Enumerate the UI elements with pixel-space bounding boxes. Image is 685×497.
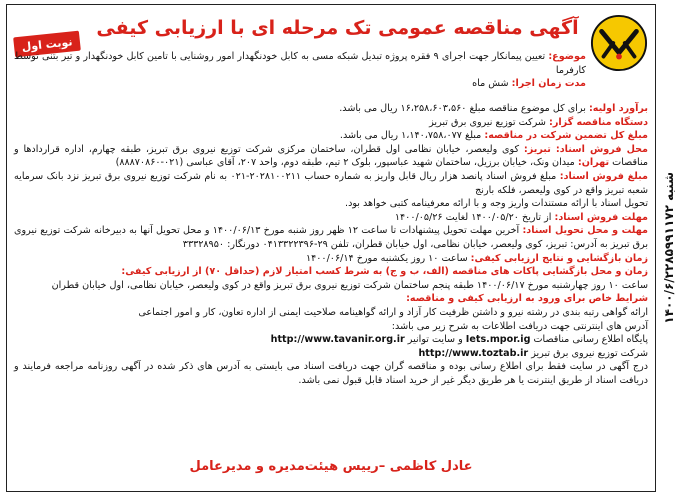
estimate-row <box>14 102 648 116</box>
sale-amount-text: مبلغ فروش اسناد پانصد هزار ریال قابل واریز به شماره حساب ۲۰۲۸۱۰۰۲۱۱-۰۲۱ به نام شرکت توزیع نیروی برق تبریز نزد بانک سرمایه شعبه تبریز واقع در کوی ولیعصر، فلکه بارنج <box>14 170 648 196</box>
delivery-label: مهلت و محل تحویل اسناد: <box>522 225 648 237</box>
body-block <box>14 102 648 387</box>
sale-place-text: کوی ولیعصر، خیابان نظامی اول قطران، ساختمان مرکزی شرکت توزیع نیروی برق تبریز، طبقه چهارم، اداره قراردادها و مناقصات <box>14 143 648 169</box>
toztab-link[interactable]: http://www.toztab.ir <box>418 347 529 359</box>
sale-deadline-label: مهلت فروش اسناد: <box>554 211 648 223</box>
sale-deadline-text: از تاریخ ۱۴۰۰/۰۵/۲۰ لغایت ۱۴۰۰/۰۵/۲۶ <box>394 211 552 223</box>
portal-row <box>14 333 648 347</box>
topic-row <box>14 50 586 77</box>
topic-label: موضوع: <box>548 51 586 62</box>
company-label: شرکت توزیع نیروی برق تبریز <box>531 347 648 359</box>
company-row <box>14 347 648 361</box>
tavanir-link[interactable]: http://www.tavanir.org.ir <box>270 334 405 346</box>
sale-amount-row <box>14 170 648 197</box>
sale-note-row <box>14 197 648 211</box>
tehran-label: تهران: <box>577 157 610 169</box>
quality-open-text: ساعت ۱۰ روز یکشنبه مورخ ۱۴۰۰/۰۶/۱۴ <box>305 252 468 264</box>
quality-open-row <box>14 252 648 266</box>
duration-text: شش ماه <box>472 78 509 90</box>
portal-link[interactable]: Iets.mpor.ig <box>465 334 531 346</box>
guarantee-row <box>14 129 648 143</box>
quality-open-label: زمان بازگشایی و نتایج ارزیابی کیفی: <box>470 252 648 264</box>
round-badge: نوبت اول <box>13 31 81 58</box>
final-note: درج آگهی در سایت فقط برای اطلاع رسانی بوده و مناقصه گران جهت دریافت اسناد می بایستی به آدرس های ذکر شده در آگهی روزنامه مراجعه فرمایند و دریافت اسناد از طریق اینترنت یا هر طریق دیگر غیر از خرید اسناد قابل قبول نمی باشد. <box>14 361 648 386</box>
sale-note-text: تحویل اسناد با ارائه مستندات واریز وجه و با ارائه معرفینامه کتبی خواهد بود. <box>345 198 648 210</box>
portal-label: پایگاه اطلاع رسانی مناقصات <box>533 334 648 346</box>
sale-place-row <box>14 143 648 170</box>
bids-open-label: زمان و محل بازگشایی پاکات های مناقصه (الف، ب و ج) به شرط کسب امتیاز لازم (حداقل ۷۰) از ارزیابی کیفی: <box>121 266 648 278</box>
sale-amount-label: مبلغ فروش اسناد: <box>559 170 648 182</box>
side-code-text: شنبه ۱۴۰۰/۶/۲۲۸۵۹۹۱۱۷۲ <box>662 172 676 324</box>
conditions-label: شرایط خاص برای ورود به ارزیابی کیفی و مناقصه: <box>406 293 648 305</box>
side-code <box>658 4 680 492</box>
delivery-text: آخرین مهلت تحویل پیشنهادات تا ساعت ۱۲ ظهر روز شنبه مورخ ۱۴۰۰/۰۶/۱۳ و محل تحویل آنها به دبیرخانه شرکت توزیع نیروی برق تبریز به آدرس: تبریز، کوی ولیعصر، خیابان نظامی، اول خیابان قطران، تلفن ۲۹-۰۴۱۳۳۲۲۳۹۶ دورنگار: ۳۳۳۲۸۹۵۰ <box>14 225 648 250</box>
tehran-text: میدان ونک، خیابان برزیل، ساختمان شهید عباسپور، بلوک ۲ تیم، طبقه دوم، واحد ۲۰۷، آقای عباسی (۰۲۱-۸۸۸۷۰۸۶۰) <box>115 157 575 169</box>
header-block <box>14 50 586 91</box>
conditions-detail-row <box>14 306 648 320</box>
delivery-row <box>14 224 648 251</box>
employer-text: شرکت توزیع نیروی برق تبریز <box>429 116 546 128</box>
bids-open-text: ساعت ۱۰ روز چهارشنبه مورخ ۱۴۰۰/۰۶/۱۷ طبقه پنجم ساختمان شرکت توزیع نیروی برق تبریز واقع در کوی ولیعصر، خیابان نظامی، اول خیابان قطران <box>51 279 648 291</box>
addresses-intro: آدرس های اینترنتی جهت دریافت اطلاعات به شرح زیر می باشد: <box>391 320 648 332</box>
notice-title: آگهی مناقصه عمومی تک مرحله ای با ارزیابی کیفی <box>96 17 579 39</box>
final-note-row <box>14 360 648 387</box>
site-label: و سایت توانیر <box>407 334 463 346</box>
topic-text: تعیین پیمانکار جهت اجرای ۹ فقره پروژه تبدیل شبکه مسی به کابل خودنگهدار امور روشنایی با تامین کابل خودنگهدار و تیر بتنی توسط کارفرما <box>14 51 586 76</box>
conditions-text: ارائه گواهی رتبه بندی در رشته نیرو و داشتن ظرفیت کار آزاد و ارائه گواهینامه صلاحیت ایمنی از اداره تعاون، کار و امور اجتماعی <box>138 306 648 318</box>
guarantee-text: مبلغ ۱،۱۴۰،۷۵۸،۰۷۷ ریال می باشد. <box>339 130 482 142</box>
conditions-row <box>14 292 648 306</box>
signature-line: عادل کاظمی –رییس هیئت‌مدیره و مدیرعامل <box>189 459 473 474</box>
bids-open-row <box>14 265 648 279</box>
employer-row <box>14 116 648 130</box>
addresses-intro-row <box>14 320 648 334</box>
duration-row <box>14 77 586 91</box>
estimate-label: برآورد اولیه: <box>588 103 648 114</box>
estimate-text: برای کل موضوع مناقصه مبلغ ۱۶،۲۵۸،۶۰۳،۵۶۰ ریال می باشد. <box>339 103 586 114</box>
sale-place-label: محل فروش اسناد: تبریز: <box>523 143 648 155</box>
guarantee-label: مبلغ کل تضمین شرکت در مناقصه: <box>484 130 648 142</box>
bids-open-detail-row <box>14 279 648 293</box>
duration-label: مدت زمان اجرا: <box>511 78 586 90</box>
tavanir-logo-icon <box>590 14 648 72</box>
sale-deadline-row <box>14 211 648 225</box>
employer-label: دستگاه مناقصه گزار: <box>548 116 648 128</box>
